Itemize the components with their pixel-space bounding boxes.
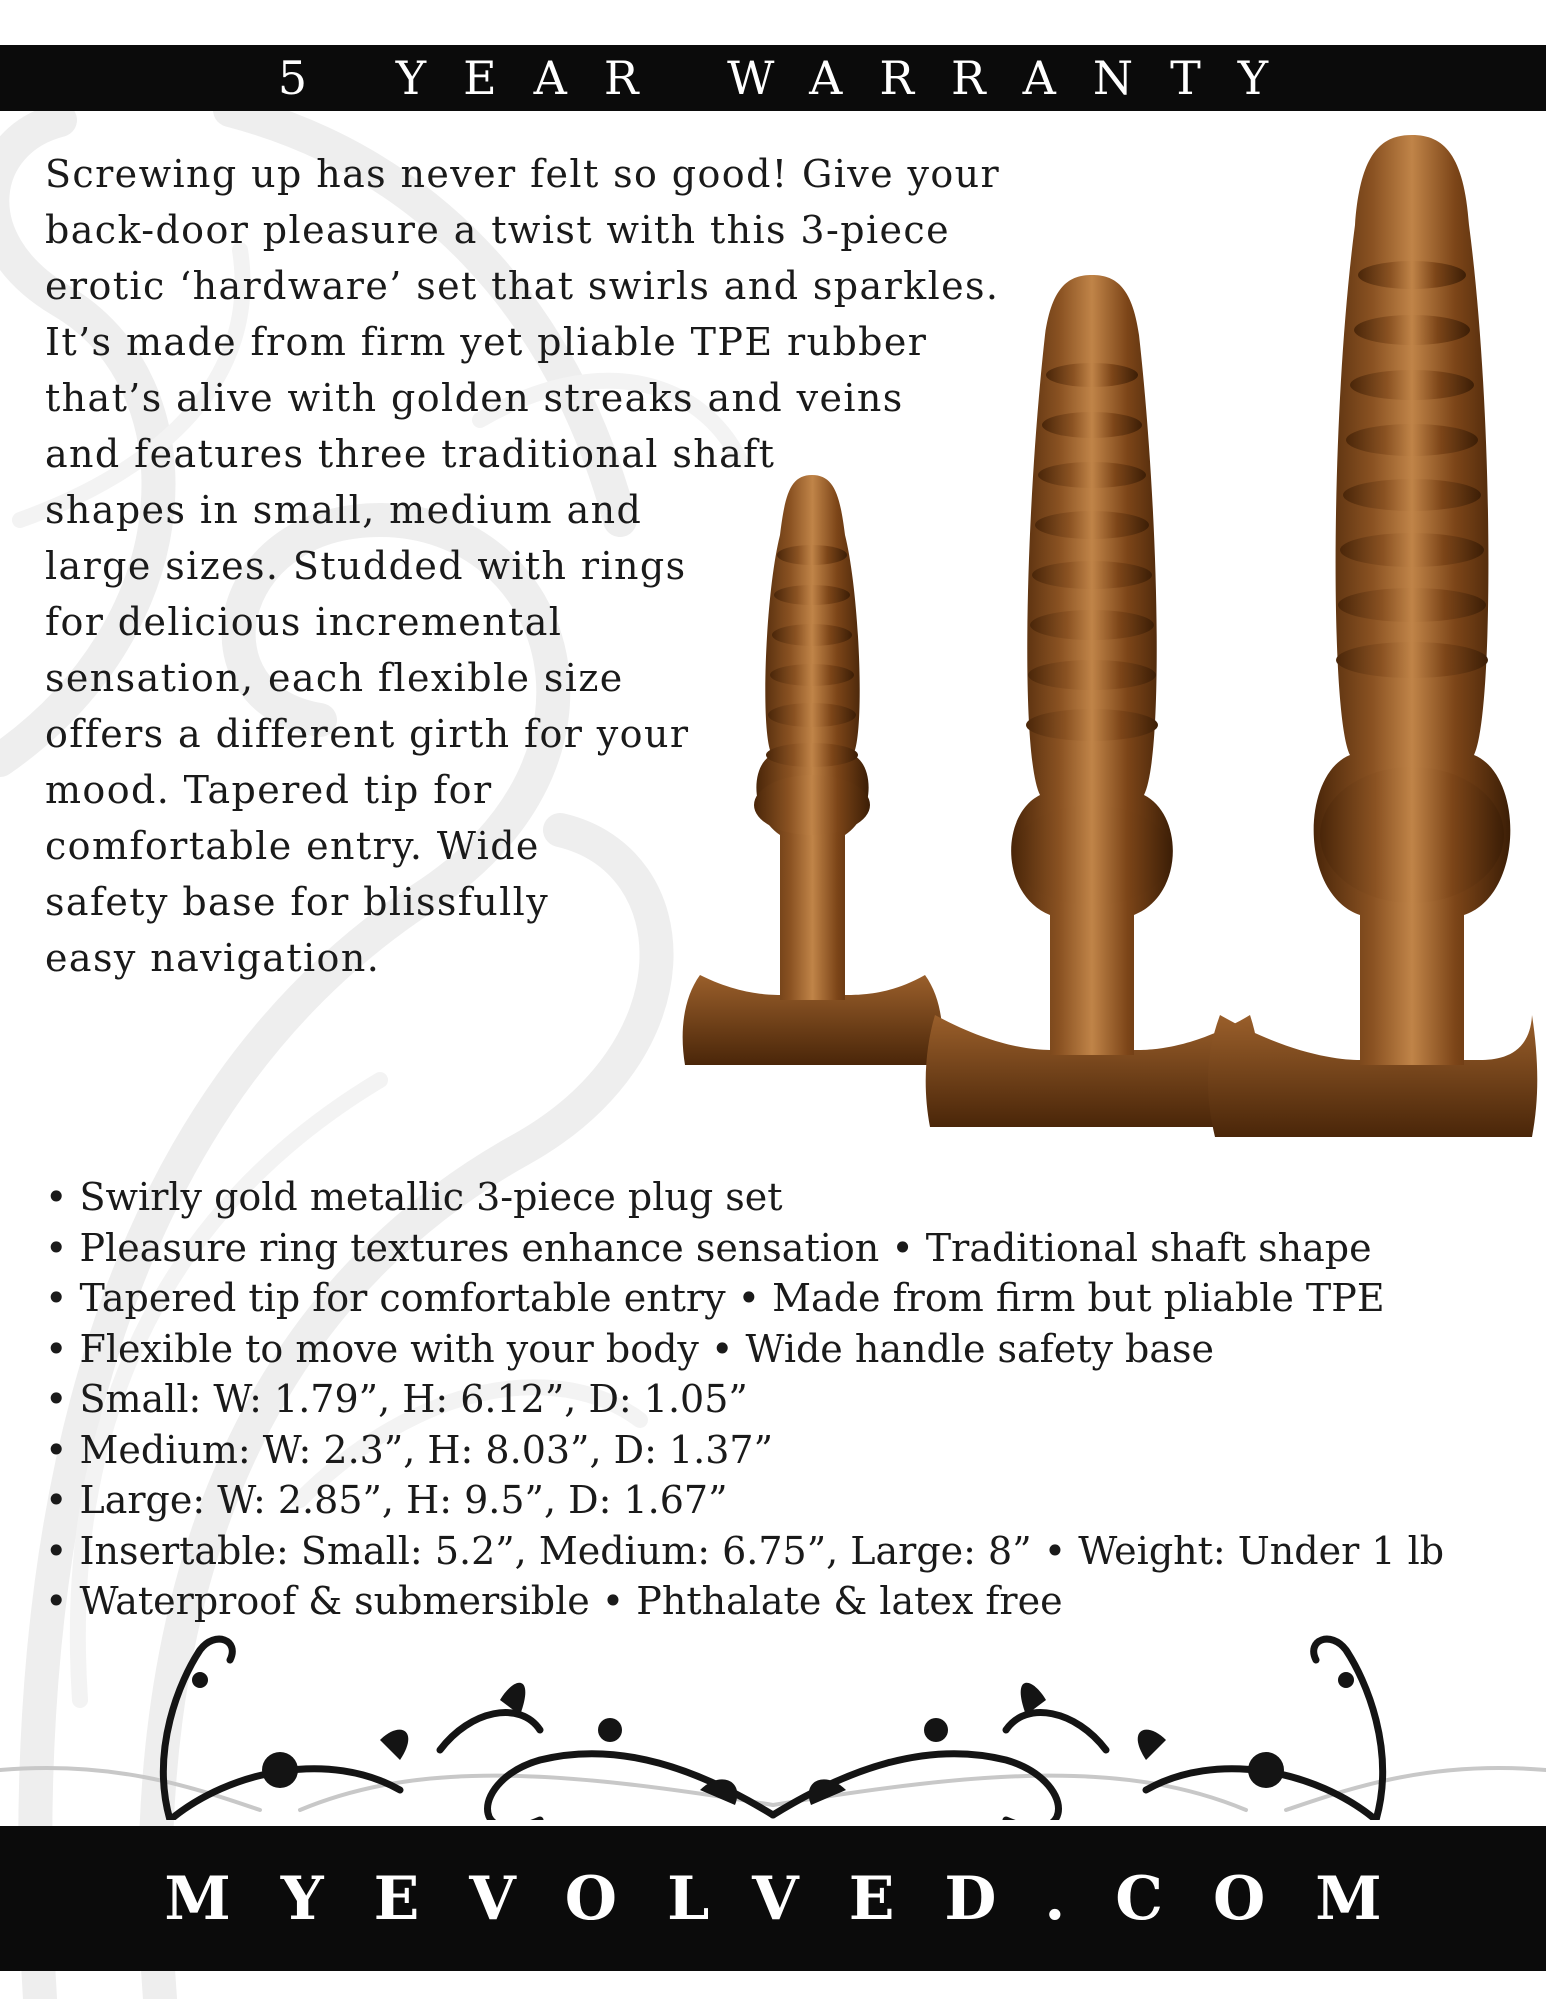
feature-item: • Large: W: 2.85”, H: 9.5”, D: 1.67” [45, 1478, 728, 1522]
product-description: Screwing up has never felt so good! Give your back-door pleasure a twist with this 3-piece erotic ‘hardware’ set that swirls and sparkles. It’s made from firm yet pliable TPE rubber that’s alive with golden streaks and veins and features three traditional shaft shapes in small, medium and large sizes. Studded with rings for delicious incremental sensation, each flexible size offers a different girth for your mood. Tapered tip for comfortable entry. Wide safety base for blissfully easy navigation. [45, 152, 1001, 980]
feature-item: • Swirly gold metallic 3-piece plug set [45, 1175, 783, 1219]
feature-item: • Insertable: Small: 5.2”, Medium: 6.75”, Large: 8” • Weight: Under 1 lb [45, 1528, 1445, 1573]
feature-item: • Tapered tip for comfortable entry • Made from firm but pliable TPE [45, 1276, 1385, 1320]
floral-ornament-border [0, 1620, 1546, 1820]
feature-item: • Flexible to move with your body • Wide handle safety base [45, 1326, 1215, 1371]
feature-list [45, 1172, 1525, 1627]
large-plug [1208, 135, 1537, 1137]
footer-banner [0, 1826, 1546, 1971]
feature-item: • Waterproof & submersible • Phthalate & latex free [45, 1579, 1063, 1623]
feature-item: • Pleasure ring textures enhance sensation • Traditional shaft shape [45, 1225, 1372, 1270]
warranty-banner [0, 45, 1546, 111]
feature-item: • Medium: W: 2.3”, H: 8.03”, D: 1.37” [45, 1427, 774, 1472]
warranty-text: 5 YEAR WARRANTY [277, 51, 1306, 105]
feature-item: • Small: W: 1.79”, H: 6.12”, D: 1.05” [45, 1377, 748, 1421]
website-link[interactable]: MYEVOLVED.COM [164, 1863, 1432, 1934]
